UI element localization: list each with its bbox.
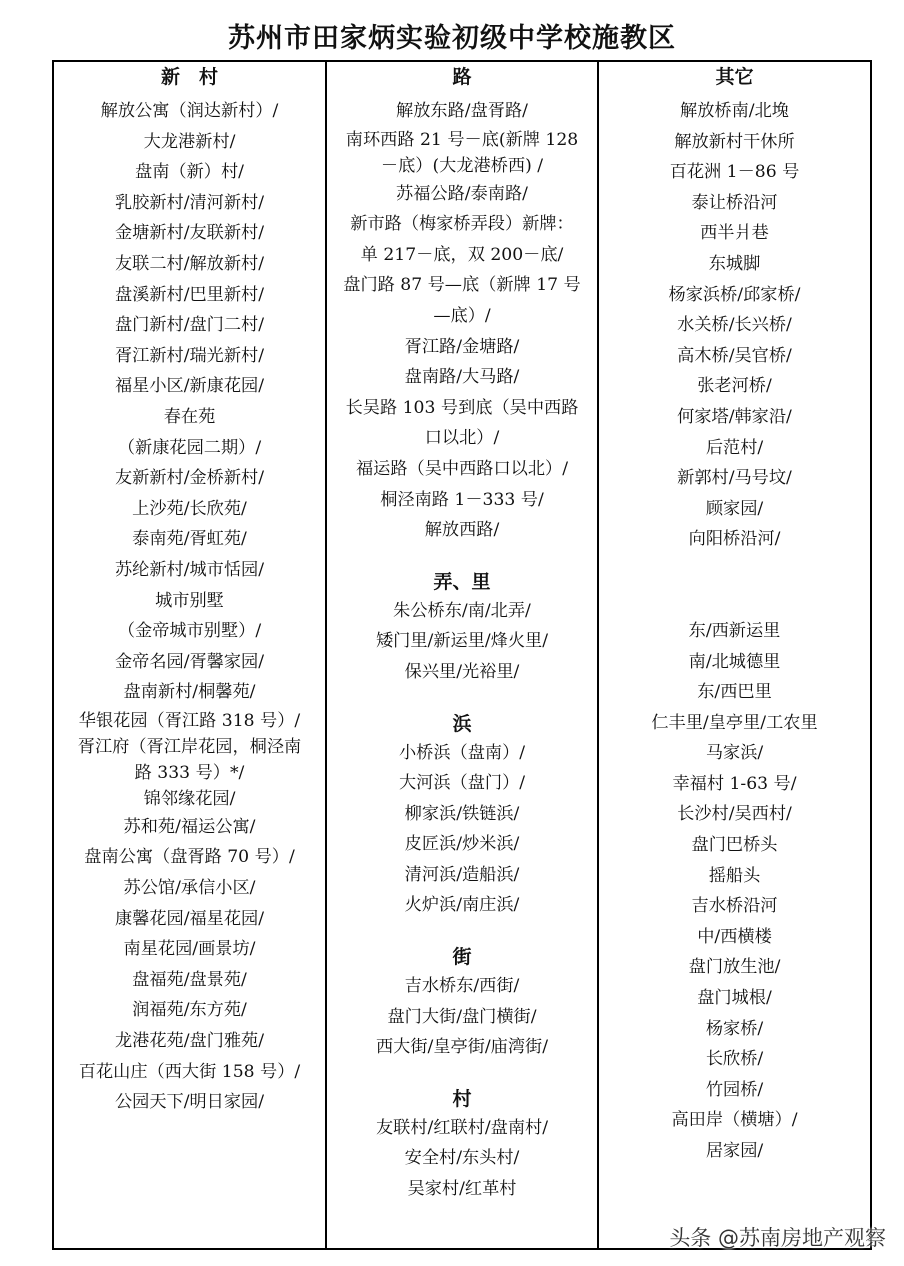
list-item: 友联村/红联村/盘南村/ xyxy=(375,1117,549,1138)
list-item: 润福苑/东方苑/ xyxy=(132,1000,247,1021)
list-item: —底）/ xyxy=(433,305,491,326)
list-item: 胥江新村/瑞光新村/ xyxy=(114,345,265,366)
list-item: 后范村/ xyxy=(705,437,764,458)
list-item: 百花洲 1－86 号 xyxy=(669,162,800,183)
list-item: 胥江路/金塘路/ xyxy=(404,336,520,357)
list-item: 盘南（新）村/ xyxy=(135,162,244,183)
list-item: 南星花园/画景坊/ xyxy=(123,939,256,960)
list-item: 西大街/皇亭街/庙湾街/ xyxy=(375,1037,549,1058)
list-item: 高木桥/吴官桥/ xyxy=(677,345,792,366)
column-header: 路 xyxy=(452,66,472,88)
group-spacer xyxy=(599,555,870,616)
list-item: 盘南路/大马路/ xyxy=(404,367,520,388)
list-item: 西半爿巷 xyxy=(700,223,769,244)
column-header: 其它 xyxy=(715,66,754,88)
list-item: 苏公馆/承信小区/ xyxy=(123,878,256,899)
list-item: 盘福苑/盘景苑/ xyxy=(132,969,247,990)
list-item: 单 217－底，双 200－底/ xyxy=(360,244,564,265)
list-item: 盘门城根/ xyxy=(697,988,772,1009)
list-item: 杨家桥/ xyxy=(705,1018,764,1039)
list-item: 柳家浜/铁链浜/ xyxy=(404,803,520,824)
list-item: 盘门放生池/ xyxy=(688,957,781,978)
list-item: 长吴路 103 号到底（吴中西路 xyxy=(345,397,579,418)
list-item: 胥江府（胥江岸花园，桐泾南 xyxy=(77,736,302,757)
list-item: 摇船头 xyxy=(708,865,761,886)
list-item: 居家园/ xyxy=(705,1141,764,1161)
list-item: 小桥浜（盘南）/ xyxy=(398,742,526,763)
list-item: 金帝名园/胥馨家园/ xyxy=(114,651,265,672)
list-item: 长沙村/吴西村/ xyxy=(677,804,792,825)
list-item: 口以北）/ xyxy=(424,428,500,449)
list-item: 苏福公路/泰南路/ xyxy=(396,183,528,204)
list-item: 解放东路/盘胥路/ xyxy=(396,101,528,121)
section-header: 弄、里 xyxy=(433,570,491,593)
list-item: 友新新村/金桥新村/ xyxy=(114,468,265,489)
list-item: 苏和苑/福运公寓/ xyxy=(123,816,256,837)
list-item: 锦邻缘花园/ xyxy=(143,788,236,809)
column-others xyxy=(599,62,870,1248)
list-item: 顾家园/ xyxy=(705,498,764,519)
list-item: 中/西横楼 xyxy=(697,926,772,947)
section-spacer xyxy=(327,921,597,943)
list-item: －底）(大龙港桥西) / xyxy=(380,155,544,176)
list-item: 朱公桥东/南/北弄/ xyxy=(393,600,531,621)
list-item: 张老河桥/ xyxy=(697,376,772,397)
list-item: 新市路（梅家桥弄段）新牌： xyxy=(350,214,574,235)
list-item: 友联二村/解放新村/ xyxy=(114,253,265,274)
list-item: 保兴里/光裕里/ xyxy=(404,661,520,682)
list-item: 泰让桥沿河 xyxy=(691,192,778,213)
list-item: 盘南新村/桐馨苑/ xyxy=(123,682,256,703)
list-item: 龙港花苑/盘门雅苑/ xyxy=(114,1031,265,1052)
item-list xyxy=(599,96,870,1167)
list-item: 解放公寓（润达新村）/ xyxy=(100,101,279,121)
list-item: 福星小区/新康花园/ xyxy=(114,376,265,397)
list-item: 向阳桥沿河/ xyxy=(688,529,781,550)
list-item: 百花山庄（西大街 158 号）/ xyxy=(78,1061,301,1082)
section-spacer xyxy=(327,1063,597,1085)
list-item: 解放西路/ xyxy=(424,520,500,541)
list-item: 矮门里/新运里/烽火里/ xyxy=(375,631,549,652)
list-item: 清河浜/造船浜/ xyxy=(404,864,520,885)
section-spacer xyxy=(327,546,597,568)
list-item: 盘门大街/盘门横街/ xyxy=(387,1006,537,1027)
list-item: 南环西路 21 号－底(新牌 128 xyxy=(345,129,579,150)
list-item: 上沙苑/长欣苑/ xyxy=(132,498,247,519)
list-item: 东/西新运里 xyxy=(688,620,781,641)
list-item: 皮匠浜/炒米浜/ xyxy=(404,834,520,855)
page-title: 苏州市田家炳实验初级中学校施教区 xyxy=(228,23,676,54)
list-item: 吉水桥沿河 xyxy=(691,896,778,917)
list-item: （金帝城市别墅）/ xyxy=(117,621,262,642)
list-item: 金塘新村/友联新村/ xyxy=(114,223,265,244)
list-item: 竹园桥/ xyxy=(705,1079,764,1100)
list-item: （新康花园二期）/ xyxy=(117,437,262,458)
list-item: 华银花园（胥江路 318 号）/ xyxy=(78,710,301,731)
item-list xyxy=(54,96,325,1118)
list-item: 南/北城德里 xyxy=(688,651,781,672)
list-item: 盘门路 87 号—底（新牌 17 号 xyxy=(343,275,581,296)
list-item: 福运路（吴中西路口以北）/ xyxy=(355,458,569,479)
list-item: 何家塔/韩家沿/ xyxy=(677,406,792,427)
section-header: 浜 xyxy=(452,712,472,735)
list-item: 盘门新村/盘门二村/ xyxy=(114,315,265,336)
list-item: 公园天下/明日家园/ xyxy=(114,1092,265,1113)
list-item: 安全村/东头村/ xyxy=(404,1148,520,1169)
list-item: 苏纶新村/城市恬园/ xyxy=(114,559,265,580)
list-item: 仁丰里/皇亭里/工农里 xyxy=(651,712,818,733)
list-item: 东/西巴里 xyxy=(697,682,772,703)
list-item: 解放桥南/北堍 xyxy=(680,101,789,121)
list-item: 水关桥/长兴桥/ xyxy=(677,315,792,336)
column-new-villages xyxy=(54,62,325,1248)
list-item: 杨家浜桥/邱家桥/ xyxy=(668,284,801,305)
list-item: 长欣桥/ xyxy=(705,1049,764,1070)
list-item: 城市别墅 xyxy=(155,590,224,611)
list-item: 乳胶新村/清河新村/ xyxy=(114,192,265,213)
list-item: 东城脚 xyxy=(708,253,761,274)
list-item: 解放新村干休所 xyxy=(674,131,795,152)
list-item: 盘南公寓（盘胥路 70 号）/ xyxy=(84,847,295,868)
list-item: 吉水桥东/西街/ xyxy=(404,976,520,997)
list-item: 盘门巴桥头 xyxy=(691,835,778,856)
list-item: 大河浜（盘门）/ xyxy=(398,773,526,794)
section-header: 村 xyxy=(452,1087,472,1110)
school-district-table xyxy=(52,60,872,1250)
list-item: 盘溪新村/巴里新村/ xyxy=(114,284,265,305)
list-item: 桐泾南路 1－333 号/ xyxy=(380,489,544,510)
column-header: 新 村 xyxy=(160,66,218,88)
list-item: 康馨花园/福星花园/ xyxy=(114,908,265,929)
column-roads xyxy=(327,62,597,1248)
section-spacer xyxy=(327,688,597,710)
list-item: 火炉浜/南庄浜/ xyxy=(404,895,520,916)
list-item: 路 333 号）*/ xyxy=(134,762,245,783)
item-list xyxy=(327,96,597,1205)
section-header: 街 xyxy=(452,946,472,969)
list-item: 吴家村/红革村 xyxy=(407,1179,517,1200)
list-item: 幸福村 1-63 号/ xyxy=(672,773,797,794)
list-item: 新郭村/马号坟/ xyxy=(677,468,792,489)
list-item: 马家浜/ xyxy=(705,743,764,764)
list-item: 泰南苑/胥虹苑/ xyxy=(132,529,247,550)
list-item: 大龙港新村/ xyxy=(143,131,236,152)
watermark: 头条 @苏南房地产观察 xyxy=(669,1226,886,1250)
list-item: 春在苑 xyxy=(163,406,216,427)
list-item: 高田岸（横塘）/ xyxy=(671,1110,798,1131)
